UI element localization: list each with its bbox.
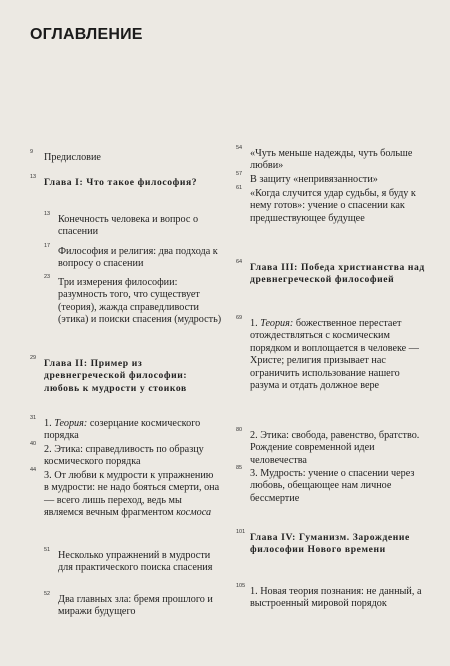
- toc-entry[interactable]: [44, 547, 220, 575]
- toc-entry[interactable]: [236, 315, 426, 392]
- page-number: 44: [30, 467, 37, 473]
- entry-prefix: 1.: [250, 318, 261, 329]
- chapter-title: Глава III: Победа христианства над древнегреческой философией: [250, 262, 425, 286]
- entry-text: «Чуть меньше надежды, чуть больше любви»: [250, 148, 413, 172]
- page-number: 23: [44, 274, 51, 280]
- page-title: ОГЛАВЛЕНИЕ: [30, 26, 143, 43]
- chapter-title: Глава II: Пример из древнегреческой философии: любовь к мудрости у стоиков: [44, 358, 188, 394]
- page-number: 17: [44, 243, 51, 249]
- page-number: 105: [236, 583, 246, 589]
- page-number: 61: [236, 185, 243, 191]
- page-number: 101: [236, 529, 246, 535]
- page-number: 54: [236, 145, 243, 151]
- toc-entry[interactable]: [236, 465, 426, 505]
- toc-entry[interactable]: [236, 427, 431, 467]
- entry-text: 2. Этика: свобода, равенство, братство. Рождение современной идеи человечества: [250, 430, 420, 466]
- entry-text: Конечность человека и вопрос о спасении: [58, 214, 199, 238]
- toc-entry[interactable]: [44, 591, 220, 619]
- entry-italic: Теория:: [54, 418, 88, 429]
- toc-entry[interactable]: [30, 415, 220, 443]
- entry-italic: Теория:: [260, 318, 294, 329]
- entry-text: «Когда случится удар судьбы, я буду к нему готов»: учение о спасении как предшествующее будущее: [250, 188, 416, 224]
- page-number: 40: [30, 441, 37, 447]
- entry-text: 3. Мудрость: учение о спасении через любовь, обещающее нам личное бессмертие: [250, 468, 415, 504]
- entry-text: Философия и религия: два подхода к вопросу о спасении: [58, 246, 218, 270]
- toc-entry[interactable]: [44, 211, 220, 239]
- toc-entry[interactable]: [30, 467, 220, 520]
- page-number: 64: [236, 259, 243, 265]
- entry-text: 3. От любви к мудрости к упражнению в мудрости: не надо бояться смерти, она — всего лишь переход, ведь мы являемся вечным фрагментом: [44, 470, 220, 519]
- page-number: 29: [30, 355, 37, 361]
- entry-italic-tail: космоса: [176, 507, 212, 519]
- toc-entry[interactable]: [30, 441, 220, 469]
- toc-entry[interactable]: [44, 274, 224, 327]
- page-number: 31: [30, 415, 37, 421]
- chapter-title: Глава IV: Гуманизм. Зарождение философии Нового времени: [250, 532, 410, 556]
- entry-text: 2. Этика: справедливость по образцу космического порядка: [44, 444, 204, 468]
- page-number: 80: [236, 427, 243, 433]
- page-number: 13: [30, 174, 37, 180]
- toc-entry-preface[interactable]: [30, 149, 220, 164]
- page-number: 52: [44, 591, 51, 597]
- entry-text: Несколько упражнений в мудрости для практического поиска спасения: [58, 550, 213, 574]
- chapter-title: Глава I: Что такое философия?: [44, 177, 198, 188]
- toc-entry[interactable]: [236, 171, 436, 186]
- toc-chapter-1[interactable]: [30, 174, 210, 189]
- toc-chapter-3[interactable]: [236, 259, 436, 287]
- page-number: 13: [44, 211, 51, 217]
- entry-text: Два главных зла: бремя прошлого и миражи будущего: [58, 594, 213, 618]
- entry-text: В защиту «непривязанности»: [250, 174, 378, 185]
- page-number: 69: [236, 315, 243, 321]
- page-number: 85: [236, 465, 243, 471]
- toc-chapter-4[interactable]: [236, 529, 436, 557]
- entry-text: Три измерения философии: разумность того, что существует (теория), жажда справедливости (этика) и поиски спасения (мудрость): [58, 277, 222, 326]
- toc-entry[interactable]: [236, 185, 436, 225]
- page-number: 57: [236, 171, 243, 177]
- entry-text: 1. Новая теория познания: не данный, а выстроенный мировой порядок: [250, 586, 422, 610]
- toc-entry[interactable]: [236, 583, 426, 611]
- toc-chapter-2[interactable]: [30, 355, 218, 395]
- page-number: 9: [30, 149, 34, 155]
- toc-entry[interactable]: [44, 243, 224, 271]
- entry-text: божественное перестает отождествляться с космическим порядком и воплощается в человеке — Христе; религия призывает нас ограничить использование нашего разума и отдать должное вере: [250, 318, 419, 392]
- entry-prefix: 1.: [44, 418, 55, 429]
- toc-entry[interactable]: [236, 145, 436, 173]
- entry-text: созерцание космического порядка: [44, 418, 201, 442]
- entry-text: Предисловие: [44, 152, 101, 163]
- page-number: 51: [44, 547, 51, 553]
